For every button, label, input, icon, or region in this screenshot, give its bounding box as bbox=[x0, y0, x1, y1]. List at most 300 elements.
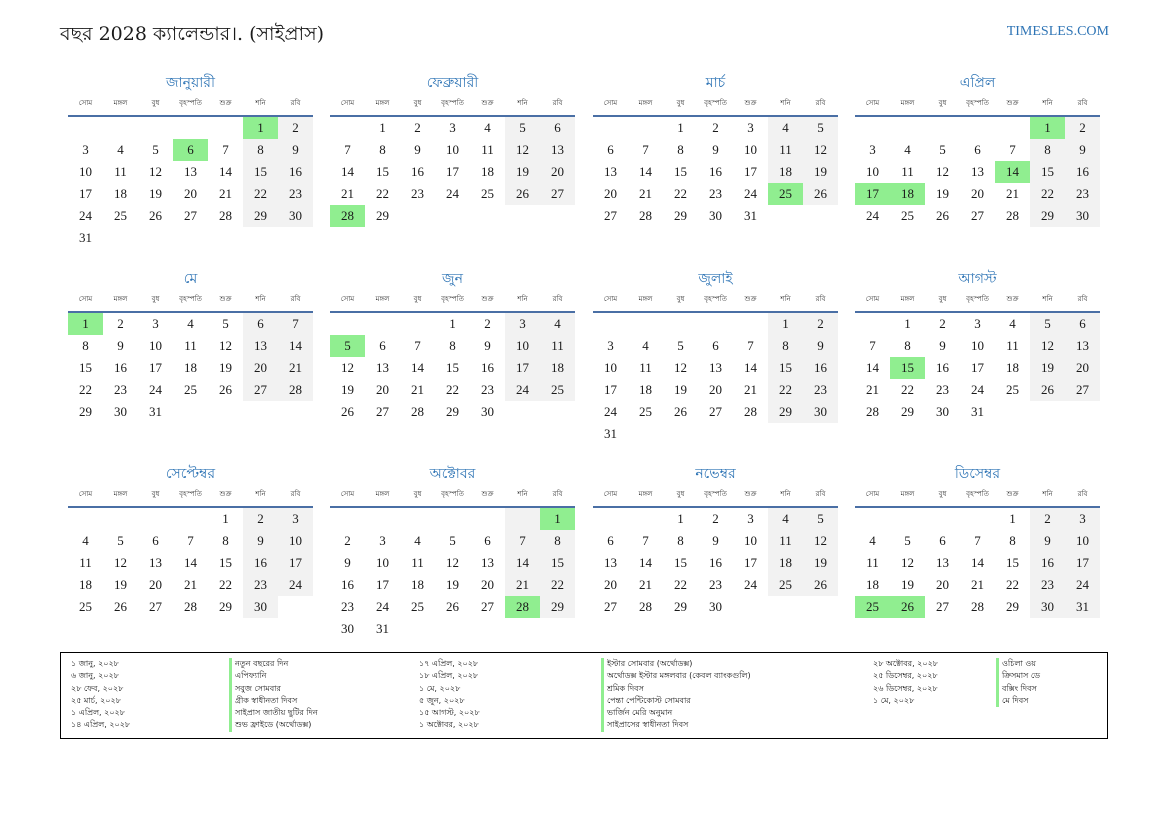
day-cell[interactable]: 25 bbox=[540, 379, 575, 401]
holiday-day-cell[interactable]: 1 bbox=[1030, 117, 1065, 139]
day-cell[interactable]: 8 bbox=[540, 530, 575, 552]
day-cell[interactable]: 11 bbox=[639, 360, 652, 375]
day-cell[interactable]: 23 bbox=[709, 186, 722, 201]
day-cell[interactable]: 4 bbox=[82, 533, 89, 548]
day-cell[interactable]: 21 bbox=[278, 357, 313, 379]
day-cell[interactable]: 10 bbox=[278, 530, 313, 552]
day-cell[interactable]: 5 bbox=[939, 142, 946, 157]
day-cell[interactable]: 27 bbox=[184, 208, 197, 223]
day-cell[interactable]: 25 bbox=[481, 186, 494, 201]
day-cell[interactable]: 7 bbox=[869, 338, 876, 353]
day-cell[interactable]: 21 bbox=[411, 382, 424, 397]
day-cell[interactable]: 7 bbox=[642, 142, 649, 157]
day-cell[interactable]: 9 bbox=[243, 530, 278, 552]
day-cell[interactable]: 12 bbox=[936, 164, 949, 179]
day-cell[interactable]: 8 bbox=[222, 533, 229, 548]
day-cell[interactable]: 11 bbox=[79, 555, 92, 570]
day-cell[interactable]: 27 bbox=[604, 208, 617, 223]
day-cell[interactable]: 2 bbox=[117, 316, 124, 331]
day-cell[interactable]: 22 bbox=[219, 577, 232, 592]
day-cell[interactable]: 4 bbox=[768, 117, 803, 139]
day-cell[interactable]: 24 bbox=[744, 186, 757, 201]
day-cell[interactable]: 3 bbox=[82, 142, 89, 157]
day-cell[interactable]: 26 bbox=[219, 382, 232, 397]
day-cell[interactable]: 4 bbox=[1009, 316, 1016, 331]
day-cell[interactable]: 4 bbox=[484, 120, 491, 135]
day-cell[interactable]: 15 bbox=[674, 555, 687, 570]
day-cell[interactable]: 13 bbox=[376, 360, 389, 375]
day-cell[interactable]: 20 bbox=[604, 577, 617, 592]
day-cell[interactable]: 24 bbox=[376, 599, 389, 614]
day-cell[interactable]: 16 bbox=[1030, 552, 1065, 574]
day-cell[interactable]: 18 bbox=[1006, 360, 1019, 375]
day-cell[interactable]: 15 bbox=[1006, 555, 1019, 570]
day-cell[interactable]: 9 bbox=[278, 139, 313, 161]
day-cell[interactable]: 25 bbox=[1006, 382, 1019, 397]
day-cell[interactable]: 27 bbox=[376, 404, 389, 419]
day-cell[interactable]: 8 bbox=[677, 533, 684, 548]
day-cell[interactable]: 5 bbox=[803, 508, 838, 530]
day-cell[interactable]: 7 bbox=[414, 338, 421, 353]
day-cell[interactable]: 10 bbox=[604, 360, 617, 375]
day-cell[interactable]: 27 bbox=[481, 599, 494, 614]
day-cell[interactable]: 9 bbox=[712, 142, 719, 157]
day-cell[interactable]: 8 bbox=[904, 338, 911, 353]
day-cell[interactable]: 31 bbox=[149, 404, 162, 419]
day-cell[interactable]: 17 bbox=[79, 186, 92, 201]
day-cell[interactable]: 16 bbox=[341, 577, 354, 592]
day-cell[interactable]: 8 bbox=[768, 335, 803, 357]
day-cell[interactable]: 24 bbox=[505, 379, 540, 401]
day-cell[interactable]: 27 bbox=[243, 379, 278, 401]
day-cell[interactable]: 19 bbox=[901, 577, 914, 592]
day-cell[interactable]: 21 bbox=[866, 382, 879, 397]
day-cell[interactable]: 13 bbox=[709, 360, 722, 375]
day-cell[interactable]: 4 bbox=[642, 338, 649, 353]
day-cell[interactable]: 10 bbox=[866, 164, 879, 179]
day-cell[interactable]: 7 bbox=[505, 530, 540, 552]
day-cell[interactable]: 30 bbox=[1065, 205, 1100, 227]
day-cell[interactable]: 4 bbox=[869, 533, 876, 548]
day-cell[interactable]: 13 bbox=[604, 164, 617, 179]
holiday-day-cell[interactable]: 26 bbox=[890, 596, 925, 618]
day-cell[interactable]: 22 bbox=[540, 574, 575, 596]
day-cell[interactable]: 6 bbox=[974, 142, 981, 157]
day-cell[interactable]: 5 bbox=[1030, 313, 1065, 335]
day-cell[interactable]: 25 bbox=[639, 404, 652, 419]
day-cell[interactable]: 6 bbox=[484, 533, 491, 548]
day-cell[interactable]: 3 bbox=[974, 316, 981, 331]
day-cell[interactable]: 19 bbox=[149, 186, 162, 201]
day-cell[interactable]: 4 bbox=[187, 316, 194, 331]
day-cell[interactable]: 11 bbox=[1006, 338, 1019, 353]
day-cell[interactable]: 28 bbox=[278, 379, 313, 401]
day-cell[interactable]: 12 bbox=[674, 360, 687, 375]
day-cell[interactable]: 10 bbox=[149, 338, 162, 353]
day-cell[interactable]: 7 bbox=[1009, 142, 1016, 157]
day-cell[interactable]: 11 bbox=[768, 139, 803, 161]
day-cell[interactable]: 16 bbox=[481, 360, 494, 375]
day-cell[interactable]: 3 bbox=[747, 120, 754, 135]
day-cell[interactable]: 3 bbox=[747, 511, 754, 526]
day-cell[interactable]: 26 bbox=[674, 404, 687, 419]
day-cell[interactable]: 28 bbox=[639, 599, 652, 614]
day-cell[interactable]: 9 bbox=[712, 533, 719, 548]
day-cell[interactable]: 13 bbox=[243, 335, 278, 357]
day-cell[interactable]: 31 bbox=[604, 426, 617, 441]
day-cell[interactable]: 23 bbox=[411, 186, 424, 201]
day-cell[interactable]: 29 bbox=[1006, 599, 1019, 614]
day-cell[interactable]: 4 bbox=[768, 508, 803, 530]
day-cell[interactable]: 27 bbox=[709, 404, 722, 419]
day-cell[interactable]: 13 bbox=[604, 555, 617, 570]
day-cell[interactable]: 7 bbox=[974, 533, 981, 548]
day-cell[interactable]: 27 bbox=[936, 599, 949, 614]
day-cell[interactable]: 3 bbox=[152, 316, 159, 331]
day-cell[interactable]: 18 bbox=[184, 360, 197, 375]
day-cell[interactable]: 12 bbox=[505, 139, 540, 161]
day-cell[interactable]: 6 bbox=[540, 117, 575, 139]
day-cell[interactable]: 19 bbox=[341, 382, 354, 397]
day-cell[interactable]: 20 bbox=[149, 577, 162, 592]
day-cell[interactable]: 7 bbox=[747, 338, 754, 353]
day-cell[interactable]: 22 bbox=[446, 382, 459, 397]
day-cell[interactable]: 15 bbox=[79, 360, 92, 375]
holiday-day-cell[interactable]: 15 bbox=[890, 357, 925, 379]
day-cell[interactable]: 17 bbox=[376, 577, 389, 592]
day-cell[interactable]: 20 bbox=[971, 186, 984, 201]
day-cell[interactable]: 29 bbox=[674, 208, 687, 223]
day-cell[interactable]: 5 bbox=[449, 533, 456, 548]
day-cell[interactable]: 7 bbox=[278, 313, 313, 335]
day-cell[interactable]: 12 bbox=[446, 555, 459, 570]
day-cell[interactable]: 25 bbox=[768, 574, 803, 596]
day-cell[interactable]: 2 bbox=[1065, 117, 1100, 139]
day-cell[interactable]: 13 bbox=[1065, 335, 1100, 357]
day-cell[interactable]: 8 bbox=[449, 338, 456, 353]
day-cell[interactable]: 7 bbox=[187, 533, 194, 548]
day-cell[interactable]: 24 bbox=[446, 186, 459, 201]
day-cell[interactable]: 26 bbox=[936, 208, 949, 223]
day-cell[interactable]: 23 bbox=[1030, 574, 1065, 596]
day-cell[interactable]: 13 bbox=[184, 164, 197, 179]
day-cell[interactable]: 1 bbox=[677, 120, 684, 135]
day-cell[interactable]: 22 bbox=[243, 183, 278, 205]
day-cell[interactable]: 22 bbox=[674, 577, 687, 592]
day-cell[interactable]: 25 bbox=[411, 599, 424, 614]
day-cell[interactable]: 18 bbox=[639, 382, 652, 397]
day-cell[interactable]: 2 bbox=[1030, 508, 1065, 530]
day-cell[interactable]: 11 bbox=[768, 530, 803, 552]
day-cell[interactable]: 24 bbox=[1065, 574, 1100, 596]
day-cell[interactable]: 5 bbox=[904, 533, 911, 548]
day-cell[interactable]: 16 bbox=[411, 164, 424, 179]
day-cell[interactable]: 1 bbox=[222, 511, 229, 526]
day-cell[interactable]: 31 bbox=[376, 621, 389, 636]
day-cell[interactable]: 30 bbox=[936, 404, 949, 419]
day-cell[interactable]: 6 bbox=[243, 313, 278, 335]
day-cell[interactable]: 1 bbox=[449, 316, 456, 331]
day-cell[interactable]: 6 bbox=[607, 533, 614, 548]
day-cell[interactable]: 21 bbox=[1006, 186, 1019, 201]
day-cell[interactable]: 15 bbox=[446, 360, 459, 375]
day-cell[interactable]: 2 bbox=[414, 120, 421, 135]
day-cell[interactable]: 5 bbox=[677, 338, 684, 353]
holiday-day-cell[interactable]: 5 bbox=[330, 335, 365, 357]
day-cell[interactable]: 30 bbox=[803, 401, 838, 423]
day-cell[interactable]: 7 bbox=[222, 142, 229, 157]
day-cell[interactable]: 12 bbox=[803, 139, 838, 161]
day-cell[interactable]: 26 bbox=[803, 183, 838, 205]
day-cell[interactable]: 20 bbox=[184, 186, 197, 201]
day-cell[interactable]: 29 bbox=[768, 401, 803, 423]
day-cell[interactable]: 18 bbox=[481, 164, 494, 179]
day-cell[interactable]: 28 bbox=[744, 404, 757, 419]
day-cell[interactable]: 25 bbox=[114, 208, 127, 223]
day-cell[interactable]: 10 bbox=[744, 142, 757, 157]
day-cell[interactable]: 26 bbox=[1030, 379, 1065, 401]
day-cell[interactable]: 21 bbox=[219, 186, 232, 201]
holiday-day-cell[interactable]: 6 bbox=[173, 139, 208, 161]
day-cell[interactable]: 10 bbox=[744, 533, 757, 548]
day-cell[interactable]: 30 bbox=[709, 599, 722, 614]
day-cell[interactable]: 8 bbox=[1009, 533, 1016, 548]
day-cell[interactable]: 4 bbox=[540, 313, 575, 335]
day-cell[interactable]: 7 bbox=[642, 533, 649, 548]
day-cell[interactable]: 26 bbox=[446, 599, 459, 614]
day-cell[interactable]: 19 bbox=[446, 577, 459, 592]
day-cell[interactable]: 12 bbox=[1030, 335, 1065, 357]
day-cell[interactable]: 9 bbox=[939, 338, 946, 353]
day-cell[interactable]: 29 bbox=[376, 208, 389, 223]
day-cell[interactable]: 26 bbox=[803, 574, 838, 596]
day-cell[interactable]: 2 bbox=[243, 508, 278, 530]
day-cell[interactable]: 15 bbox=[376, 164, 389, 179]
day-cell[interactable]: 15 bbox=[674, 164, 687, 179]
day-cell[interactable]: 14 bbox=[505, 552, 540, 574]
day-cell[interactable]: 31 bbox=[744, 208, 757, 223]
day-cell[interactable]: 20 bbox=[540, 161, 575, 183]
day-cell[interactable]: 25 bbox=[184, 382, 197, 397]
day-cell[interactable]: 21 bbox=[341, 186, 354, 201]
day-cell[interactable]: 27 bbox=[540, 183, 575, 205]
day-cell[interactable]: 17 bbox=[149, 360, 162, 375]
day-cell[interactable]: 23 bbox=[1065, 183, 1100, 205]
day-cell[interactable]: 10 bbox=[505, 335, 540, 357]
day-cell[interactable]: 4 bbox=[117, 142, 124, 157]
day-cell[interactable]: 31 bbox=[971, 404, 984, 419]
day-cell[interactable]: 28 bbox=[219, 208, 232, 223]
day-cell[interactable]: 1 bbox=[1009, 511, 1016, 526]
day-cell[interactable]: 19 bbox=[219, 360, 232, 375]
day-cell[interactable]: 24 bbox=[744, 577, 757, 592]
day-cell[interactable]: 8 bbox=[379, 142, 386, 157]
day-cell[interactable]: 23 bbox=[114, 382, 127, 397]
holiday-day-cell[interactable]: 25 bbox=[855, 596, 890, 618]
day-cell[interactable]: 13 bbox=[540, 139, 575, 161]
holiday-day-cell[interactable]: 1 bbox=[68, 313, 103, 335]
day-cell[interactable]: 14 bbox=[866, 360, 879, 375]
holiday-day-cell[interactable]: 25 bbox=[768, 183, 803, 205]
day-cell[interactable]: 1 bbox=[768, 313, 803, 335]
day-cell[interactable]: 6 bbox=[1065, 313, 1100, 335]
day-cell[interactable]: 3 bbox=[505, 313, 540, 335]
day-cell[interactable]: 27 bbox=[604, 599, 617, 614]
day-cell[interactable]: 12 bbox=[901, 555, 914, 570]
day-cell[interactable]: 23 bbox=[481, 382, 494, 397]
day-cell[interactable]: 10 bbox=[971, 338, 984, 353]
day-cell[interactable]: 30 bbox=[278, 205, 313, 227]
day-cell[interactable]: 11 bbox=[866, 555, 879, 570]
day-cell[interactable]: 29 bbox=[1030, 205, 1065, 227]
day-cell[interactable]: 19 bbox=[803, 161, 838, 183]
day-cell[interactable]: 6 bbox=[939, 533, 946, 548]
day-cell[interactable]: 26 bbox=[341, 404, 354, 419]
day-cell[interactable]: 12 bbox=[341, 360, 354, 375]
day-cell[interactable]: 9 bbox=[484, 338, 491, 353]
day-cell[interactable]: 8 bbox=[243, 139, 278, 161]
day-cell[interactable]: 29 bbox=[243, 205, 278, 227]
day-cell[interactable]: 12 bbox=[803, 530, 838, 552]
day-cell[interactable]: 14 bbox=[278, 335, 313, 357]
day-cell[interactable]: 31 bbox=[1065, 596, 1100, 618]
day-cell[interactable]: 10 bbox=[79, 164, 92, 179]
day-cell[interactable]: 22 bbox=[768, 379, 803, 401]
day-cell[interactable]: 5 bbox=[505, 117, 540, 139]
day-cell[interactable]: 27 bbox=[1065, 379, 1100, 401]
day-cell[interactable]: 17 bbox=[278, 552, 313, 574]
day-cell[interactable]: 28 bbox=[184, 599, 197, 614]
day-cell[interactable]: 23 bbox=[803, 379, 838, 401]
day-cell[interactable]: 18 bbox=[768, 161, 803, 183]
day-cell[interactable]: 2 bbox=[278, 117, 313, 139]
day-cell[interactable]: 2 bbox=[712, 511, 719, 526]
day-cell[interactable]: 20 bbox=[1065, 357, 1100, 379]
day-cell[interactable]: 16 bbox=[936, 360, 949, 375]
day-cell[interactable]: 3 bbox=[869, 142, 876, 157]
day-cell[interactable]: 14 bbox=[341, 164, 354, 179]
day-cell[interactable]: 28 bbox=[866, 404, 879, 419]
day-cell[interactable]: 15 bbox=[219, 555, 232, 570]
day-cell[interactable]: 13 bbox=[149, 555, 162, 570]
day-cell[interactable]: 9 bbox=[1030, 530, 1065, 552]
day-cell[interactable]: 29 bbox=[674, 599, 687, 614]
day-cell[interactable]: 30 bbox=[114, 404, 127, 419]
day-cell[interactable]: 24 bbox=[79, 208, 92, 223]
day-cell[interactable]: 17 bbox=[744, 555, 757, 570]
day-cell[interactable]: 19 bbox=[1030, 357, 1065, 379]
day-cell[interactable]: 17 bbox=[505, 357, 540, 379]
day-cell[interactable]: 29 bbox=[540, 596, 575, 618]
day-cell[interactable]: 30 bbox=[709, 208, 722, 223]
day-cell[interactable]: 5 bbox=[117, 533, 124, 548]
day-cell[interactable]: 8 bbox=[1030, 139, 1065, 161]
day-cell[interactable]: 11 bbox=[411, 555, 424, 570]
day-cell[interactable]: 17 bbox=[604, 382, 617, 397]
day-cell[interactable]: 12 bbox=[149, 164, 162, 179]
day-cell[interactable]: 3 bbox=[607, 338, 614, 353]
day-cell[interactable]: 23 bbox=[278, 183, 313, 205]
day-cell[interactable]: 15 bbox=[540, 552, 575, 574]
day-cell[interactable]: 14 bbox=[971, 555, 984, 570]
day-cell[interactable]: 13 bbox=[971, 164, 984, 179]
day-cell[interactable]: 14 bbox=[219, 164, 232, 179]
day-cell[interactable]: 15 bbox=[768, 357, 803, 379]
day-cell[interactable]: 21 bbox=[639, 186, 652, 201]
day-cell[interactable]: 25 bbox=[79, 599, 92, 614]
holiday-day-cell[interactable]: 28 bbox=[330, 205, 365, 227]
day-cell[interactable]: 28 bbox=[971, 599, 984, 614]
day-cell[interactable]: 11 bbox=[481, 142, 494, 157]
day-cell[interactable]: 22 bbox=[1006, 577, 1019, 592]
day-cell[interactable]: 14 bbox=[639, 555, 652, 570]
day-cell[interactable]: 17 bbox=[744, 164, 757, 179]
day-cell[interactable]: 3 bbox=[379, 533, 386, 548]
day-cell[interactable]: 18 bbox=[411, 577, 424, 592]
day-cell[interactable]: 30 bbox=[1030, 596, 1065, 618]
day-cell[interactable]: 26 bbox=[114, 599, 127, 614]
day-cell[interactable]: 9 bbox=[414, 142, 421, 157]
day-cell[interactable]: 19 bbox=[936, 186, 949, 201]
day-cell[interactable]: 21 bbox=[639, 577, 652, 592]
day-cell[interactable]: 4 bbox=[904, 142, 911, 157]
day-cell[interactable]: 13 bbox=[481, 555, 494, 570]
day-cell[interactable]: 5 bbox=[803, 117, 838, 139]
holiday-day-cell[interactable]: 17 bbox=[855, 183, 890, 205]
day-cell[interactable]: 20 bbox=[243, 357, 278, 379]
day-cell[interactable]: 29 bbox=[446, 404, 459, 419]
day-cell[interactable]: 15 bbox=[1030, 161, 1065, 183]
day-cell[interactable]: 29 bbox=[79, 404, 92, 419]
day-cell[interactable]: 2 bbox=[344, 533, 351, 548]
holiday-day-cell[interactable]: 1 bbox=[540, 508, 575, 530]
site-link[interactable]: TIMESLES.COM bbox=[1006, 24, 1109, 39]
day-cell[interactable]: 23 bbox=[243, 574, 278, 596]
day-cell[interactable]: 5 bbox=[222, 316, 229, 331]
day-cell[interactable]: 26 bbox=[505, 183, 540, 205]
day-cell[interactable]: 27 bbox=[971, 208, 984, 223]
day-cell[interactable]: 26 bbox=[149, 208, 162, 223]
day-cell[interactable]: 20 bbox=[604, 186, 617, 201]
day-cell[interactable]: 16 bbox=[114, 360, 127, 375]
day-cell[interactable]: 30 bbox=[243, 596, 278, 618]
day-cell[interactable]: 24 bbox=[971, 382, 984, 397]
day-cell[interactable]: 28 bbox=[411, 404, 424, 419]
day-cell[interactable]: 20 bbox=[376, 382, 389, 397]
day-cell[interactable]: 17 bbox=[971, 360, 984, 375]
day-cell[interactable]: 22 bbox=[674, 186, 687, 201]
day-cell[interactable]: 16 bbox=[278, 161, 313, 183]
day-cell[interactable]: 21 bbox=[971, 577, 984, 592]
day-cell[interactable]: 3 bbox=[449, 120, 456, 135]
day-cell[interactable]: 20 bbox=[936, 577, 949, 592]
day-cell[interactable]: 18 bbox=[540, 357, 575, 379]
day-cell[interactable]: 14 bbox=[411, 360, 424, 375]
day-cell[interactable]: 6 bbox=[379, 338, 386, 353]
day-cell[interactable]: 31 bbox=[79, 230, 92, 245]
day-cell[interactable]: 5 bbox=[152, 142, 159, 157]
day-cell[interactable]: 19 bbox=[674, 382, 687, 397]
day-cell[interactable]: 10 bbox=[446, 142, 459, 157]
day-cell[interactable]: 24 bbox=[604, 404, 617, 419]
day-cell[interactable]: 1 bbox=[677, 511, 684, 526]
day-cell[interactable]: 6 bbox=[607, 142, 614, 157]
day-cell[interactable]: 23 bbox=[936, 382, 949, 397]
day-cell[interactable]: 16 bbox=[1065, 161, 1100, 183]
day-cell[interactable]: 16 bbox=[709, 555, 722, 570]
day-cell[interactable]: 25 bbox=[901, 208, 914, 223]
day-cell[interactable]: 29 bbox=[219, 599, 232, 614]
